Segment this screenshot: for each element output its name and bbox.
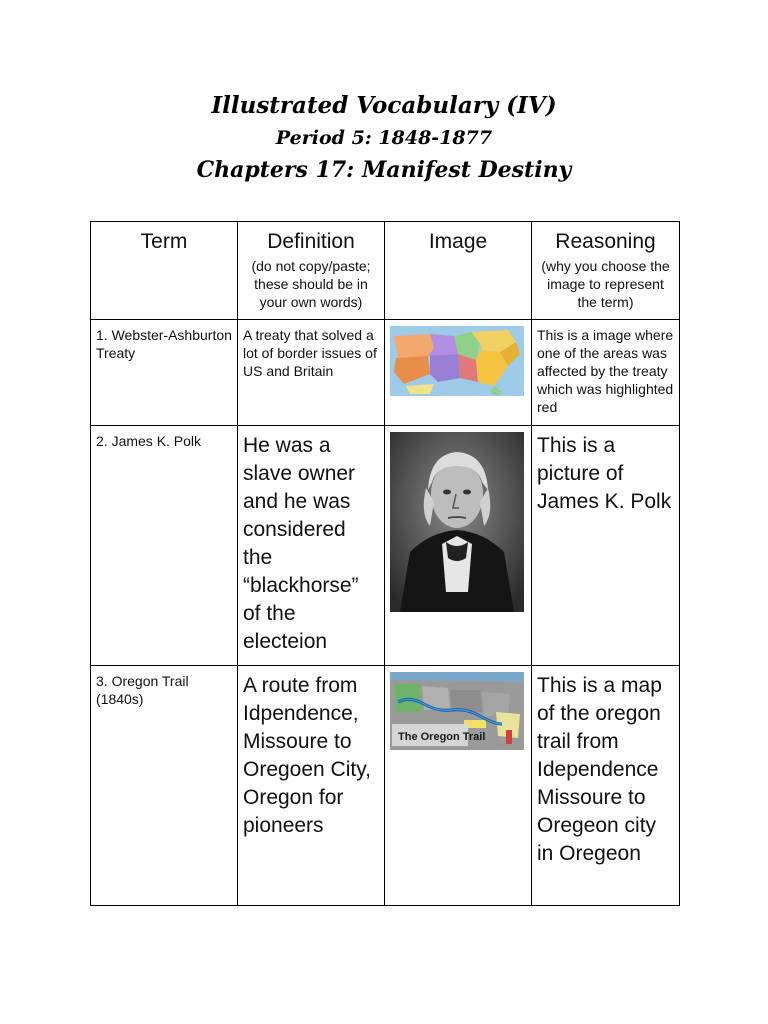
term-cell: 2. James K. Polk [91, 426, 238, 666]
column-header-label: Reasoning [555, 230, 656, 253]
column-header-note: (do not copy/paste; these should be in your own words) [251, 258, 371, 310]
column-header-image [385, 222, 532, 320]
oregon-trail-map-image [390, 672, 524, 750]
column-header-reasoning [532, 222, 680, 320]
map-caption: The Oregon Trail [398, 731, 486, 743]
definition-cell: A route from Idpendence, Missoure to Oregoen City, Oregon for pioneers [238, 666, 385, 906]
reasoning-cell: This is a map of the oregon trail from Idependence Missoure to Oregeon city in Oregeon [532, 666, 680, 906]
table-row [91, 666, 680, 906]
chapter-subtitle: Chapters 17: Manifest Destiny [196, 157, 572, 183]
table-row [91, 320, 680, 426]
document-title: Illustrated Vocabulary (IV) [211, 92, 557, 119]
reasoning-cell: This is a image where one of the areas was affected by the treaty which was highlighted red [532, 320, 680, 426]
image-cell [385, 426, 532, 666]
definition-cell: A treaty that solved a lot of border issues of US and Britain [238, 320, 385, 426]
column-header-label: Term [140, 230, 188, 253]
column-header-term [91, 222, 238, 320]
column-header-label: Definition [267, 230, 355, 253]
column-header-note: (why you choose the image to represent the term) [541, 258, 670, 310]
definition-cell: He was a slave owner and he was considered the “blackhorse” of the electeion [238, 426, 385, 666]
document-header [0, 88, 768, 188]
column-header-label: Image [428, 230, 488, 253]
us-territorial-map-image [390, 326, 524, 396]
table-row [91, 426, 680, 666]
james-k-polk-portrait-image [390, 432, 524, 612]
term-cell: 1. Webster-Ashburton Treaty [91, 320, 238, 426]
column-header-definition [238, 222, 385, 320]
vocabulary-table [90, 221, 680, 906]
period-subtitle: Period 5: 1848-1877 [275, 127, 493, 149]
reasoning-cell: This is a picture of James K. Polk [532, 426, 680, 666]
table-header-row [91, 222, 680, 320]
image-cell [385, 666, 532, 906]
term-cell: 3. Oregon Trail (1840s) [91, 666, 238, 906]
image-cell [385, 320, 532, 426]
